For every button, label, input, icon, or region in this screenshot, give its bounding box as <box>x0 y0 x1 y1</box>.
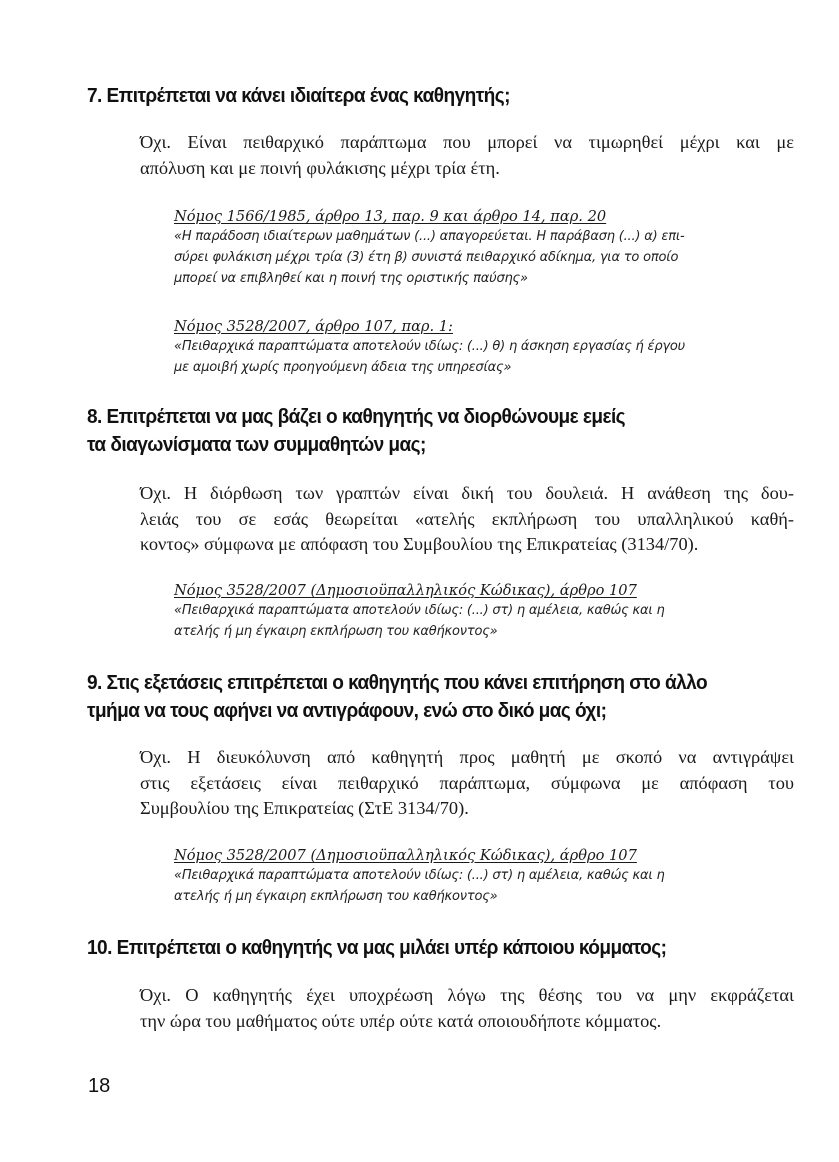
answer-line: Όχι. Η διόρθωση των γραπτών είναι δική του δουλειά. Η ανάθεση της δου- <box>140 483 794 503</box>
question-line: 9. Στις εξετάσεις επιτρέπεται ο καθηγητής που κάνει επιτήρηση στο άλλο <box>87 671 708 694</box>
answer-paragraph <box>140 481 794 558</box>
answer-line: Όχι. Είναι πειθαρχικό παράπτωμα που μπορεί να τιμωρηθεί μέχρι και με <box>140 132 794 152</box>
question-line: τα διαγωνίσματα των συμμαθητών μας; <box>87 433 426 456</box>
answer-line: στις εξετάσεις είναι πειθαρχικό παράπτωμα, σύμφωνα με απόφαση του <box>140 772 794 793</box>
law-quote-line: σύρει φυλάκιση μέχρι τρία (3) έτη β) συνιστά πειθαρχικό αδίκημα, για το οποίο <box>174 250 679 265</box>
answer-line: κοντος» σύμφωνα με απόφαση του Συμβουλίου της Επικρατείας (3134/70). <box>140 534 699 554</box>
law-citation <box>174 580 774 642</box>
question-line: 10. Επιτρέπεται ο καθηγητής να μας μιλάει υπέρ κάποιου κόμματος; <box>87 936 667 959</box>
page-number: 18 <box>88 1075 111 1097</box>
question-heading <box>87 403 738 459</box>
law-quote-line: «Πειθαρχικά παραπτώματα αποτελούν ιδίως: (...) θ) η άσκηση εργασίας ή έργου <box>174 339 685 354</box>
law-quote-line: ατελής ή μη έγκαιρη εκπλήρωση του καθήκοντος» <box>174 624 498 639</box>
answer-paragraph <box>140 745 794 822</box>
law-reference: Νόμος 3528/2007 (Δημοσιοϋπαλληλικός Κώδικας), άρθρο 107 <box>174 582 637 599</box>
answer-line: Όχι. Η διευκόλυνση από καθηγητή προς μαθητή με σκοπό να αντιγράψει <box>140 747 794 767</box>
question-heading <box>87 82 738 110</box>
law-reference: Νόμος 3528/2007 (Δημοσιοϋπαλληλικός Κώδικας), άρθρο 107 <box>174 847 637 864</box>
law-quote-line: «Πειθαρχικά παραπτώματα αποτελούν ιδίως: (...) στ) η αμέλεια, καθώς και η <box>174 603 665 618</box>
law-quote-line: ατελής ή μη έγκαιρη εκπλήρωση του καθήκοντος» <box>174 889 498 904</box>
law-citation <box>174 316 774 378</box>
law-quote <box>174 336 774 378</box>
law-quote-line: με αμοιβή χωρίς προηγούμενη άδεια της υπηρεσίας» <box>174 360 512 375</box>
answer-paragraph <box>140 983 794 1034</box>
answer-paragraph <box>140 130 794 181</box>
answer-line: Συμβουλίου της Επικρατείας (ΣτΕ 3134/70). <box>140 798 469 818</box>
law-quote-line: «Πειθαρχικά παραπτώματα αποτελούν ιδίως: (...) στ) η αμέλεια, καθώς και η <box>174 868 665 883</box>
question-heading <box>87 934 738 962</box>
question-line: τμήμα να τους αφήνει να αντιγράφουν, ενώ στο δικό μας όχι; <box>87 699 607 722</box>
law-citation <box>174 845 774 907</box>
answer-line: την ώρα του μαθήματος ούτε υπέρ ούτε κατά οποιουδήποτε κόμματος. <box>140 1010 662 1031</box>
law-quote <box>174 865 774 907</box>
answer-line: απόλυση και με ποινή φυλάκισης μέχρι τρία έτη. <box>140 157 500 178</box>
answer-line: Όχι. Ο καθηγητής έχει υποχρέωση λόγω της θέσης του να μην εκφράζεται <box>140 985 794 1005</box>
law-quote-line: «Η παράδοση ιδιαίτερων μαθημάτων (...) απαγορεύεται. Η παράβαση (...) α) επι- <box>174 229 685 244</box>
law-quote <box>174 600 774 642</box>
question-line: 8. Επιτρέπεται να μας βάζει ο καθηγητής να διορθώνουμε εμείς <box>87 405 626 428</box>
question-heading <box>87 669 738 725</box>
law-quote <box>174 226 774 289</box>
question-line: 7. Επιτρέπεται να κάνει ιδιαίτερα ένας καθηγητής; <box>87 84 510 107</box>
law-quote-line: μπορεί να επιβληθεί και η ποινή της οριστικής παύσης» <box>174 271 528 286</box>
law-reference: Νόμος 1566/1985, άρθρο 13, παρ. 9 και άρθρο 14, παρ. 20 <box>174 208 607 225</box>
law-citation <box>174 206 774 289</box>
answer-line: λειάς του σε εσάς θεωρείται «ατελής εκπλήρωση του υπαλληλικού καθή- <box>140 508 794 529</box>
law-reference: Νόμος 3528/2007, άρθρο 107, παρ. 1: <box>174 318 453 335</box>
